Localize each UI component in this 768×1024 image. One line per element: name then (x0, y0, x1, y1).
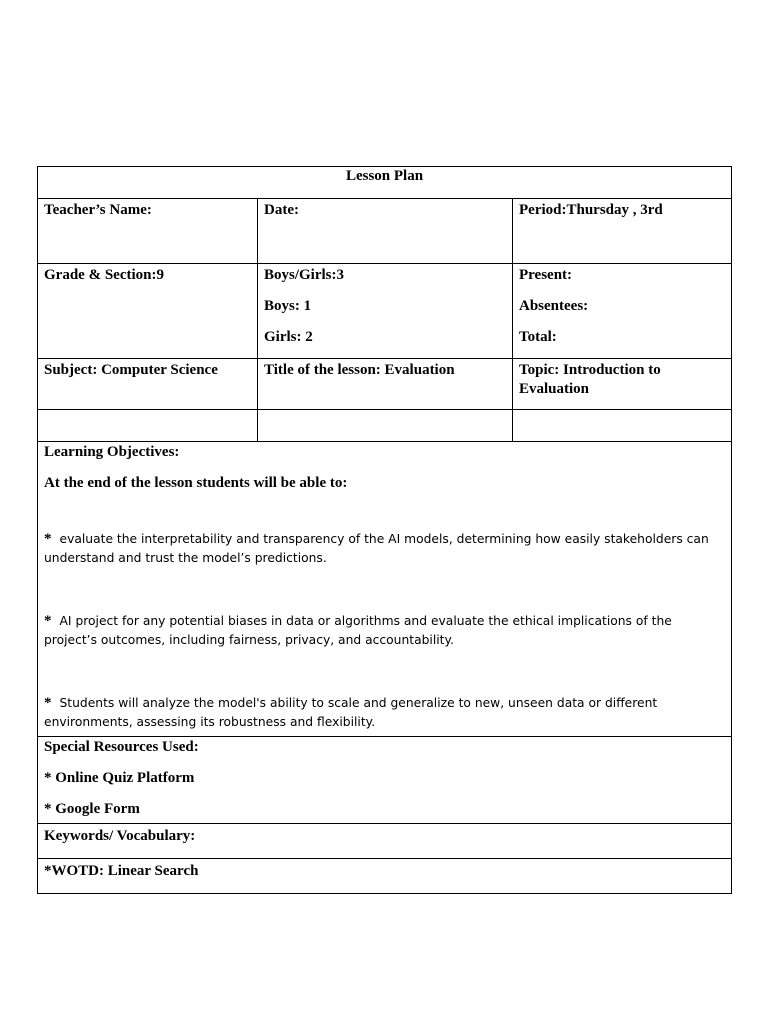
objective-text: Students will analyze the model's ability to scale and generalize to new, unseen data or different environments, assessing its robustness and flexibility. (44, 696, 658, 729)
empty-cell-3 (513, 410, 732, 442)
attendance-cell (513, 264, 732, 359)
lesson-title-cell (258, 359, 513, 410)
total-label: Total: (519, 329, 557, 345)
lesson-plan-title: Lesson Plan (345, 168, 424, 184)
subject-label: Subject: Computer Science (44, 362, 218, 378)
empty-cell-2 (258, 410, 513, 442)
wotd-cell (38, 859, 732, 894)
topic-label: Topic: Introduction to Evaluation (519, 362, 661, 397)
boys-girls-cell (258, 264, 513, 359)
resource-item: * Online Quiz Platform (44, 770, 195, 786)
keywords-heading: Keywords/ Vocabulary: (44, 828, 196, 844)
date-cell (258, 199, 513, 264)
subject-cell (38, 359, 258, 410)
bullet-marker: * (44, 695, 52, 711)
period-label: Period:Thursday , 3rd (519, 202, 663, 218)
special-resources-cell (38, 737, 732, 824)
absentees-label: Absentees: (519, 298, 589, 314)
empty-cell-1 (38, 410, 258, 442)
boys-count-label: Boys: 1 (264, 298, 312, 314)
lesson-plan-title-cell (38, 167, 732, 199)
objective-item (44, 530, 725, 568)
keywords-cell (38, 824, 732, 859)
objective-item (44, 612, 725, 650)
grade-section-label: Grade & Section:9 (44, 267, 164, 283)
grade-section-cell (38, 264, 258, 359)
special-resources-heading: Special Resources Used: (44, 739, 199, 755)
teacher-name-cell (38, 199, 258, 264)
date-label: Date: (264, 202, 299, 218)
girls-count-label: Girls: 2 (264, 329, 313, 345)
objective-item (44, 694, 725, 732)
lesson-plan-table (37, 166, 732, 894)
present-label: Present: (519, 267, 573, 283)
objective-text: AI project for any potential biases in data or algorithms and evaluate the ethical implications of the project’s outcomes, including fairness, privacy, and accountability. (44, 614, 672, 647)
period-cell (513, 199, 732, 264)
resource-item: * Google Form (44, 801, 140, 817)
lesson-title-label: Title of the lesson: Evaluation (264, 362, 455, 378)
bullet-marker: * (44, 531, 52, 547)
topic-cell (513, 359, 732, 410)
learning-objectives-cell (38, 442, 732, 737)
wotd-label: *WOTD: Linear Search (44, 863, 199, 879)
boys-girls-label: Boys/Girls:3 (264, 267, 345, 283)
objective-text: evaluate the interpretability and transparency of the AI models, determining how easily stakeholders can understand and trust the model’s predictions. (44, 532, 709, 565)
teacher-name-label: Teacher’s Name: (44, 202, 152, 218)
learning-objectives-heading: Learning Objectives: (44, 444, 180, 460)
learning-objectives-intro: At the end of the lesson students will be able to: (44, 475, 348, 491)
bullet-marker: * (44, 613, 52, 629)
